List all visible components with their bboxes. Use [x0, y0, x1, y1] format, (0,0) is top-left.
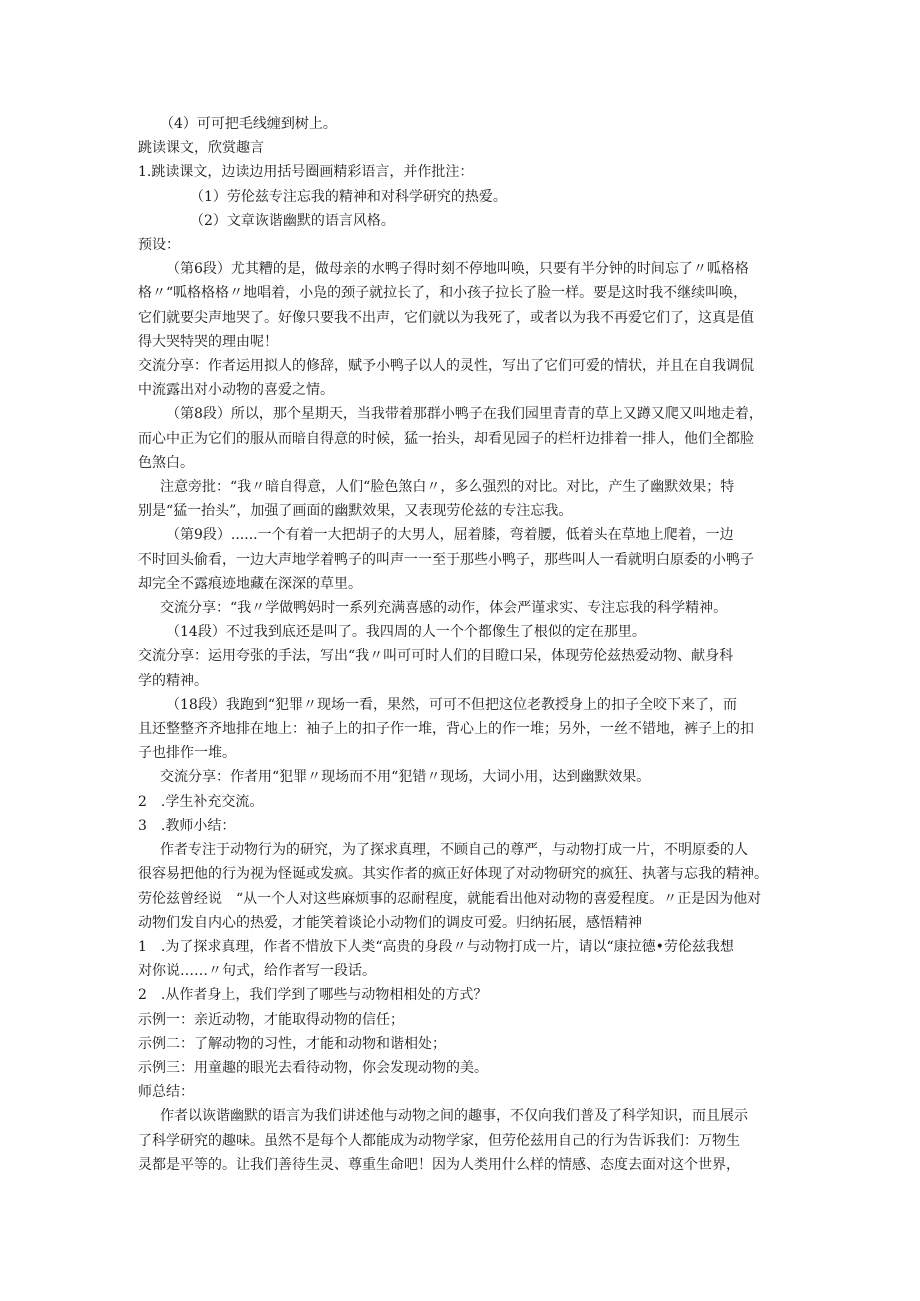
- text-line: 交流分享：作者用“犯罪〃现场而不用“犯错〃现场，大词小用，达到幽默效果。: [160, 769, 651, 786]
- text-line: 它们就要尖声地哭了。好像只要我不出声，它们就以为我死了，或者以为我不再爱它们了，这真是值: [138, 309, 754, 326]
- document-page: [138, 112, 788, 1177]
- text-line: 作者专注于动物行为的研究，为了探求真理，不顾自己的尊严，与动物打成一片，不明原委的人: [160, 842, 748, 859]
- text-line: （18段）我跑到“犯罪〃现场一看，果然，可可不但把这位老教授身上的扣子全咬下来了，而: [166, 696, 737, 713]
- text-line: 却完全不露痕迹地藏在深深的草里。: [138, 575, 362, 592]
- text-line: 别是“猛一抬头”，加强了画面的幽默效果，又表现劳伦兹的专注忘我。: [138, 503, 573, 520]
- text-line: 且还整整齐齐地排在地上：袖子上的扣子作一堆，背心上的作一堆；另外，一丝不错地，裤子上的扣: [138, 721, 754, 738]
- text-line: 学的精神。: [138, 672, 208, 689]
- text-line: （第6段）尤其糟的是，做母亲的水鸭子得时刻不停地叫唤，只要有半分钟的时间忘了〃呱格格: [166, 261, 749, 278]
- text-line: 3 .教师小结：: [138, 817, 236, 834]
- text-line: 了科学研究的趣味。虽然不是每个人都能成为动物学家，但劳伦兹用自己的行为告诉我们：万物生: [138, 1132, 740, 1149]
- text-line: 不时回头偷看，一边大声地学着鸭子的叫声一一至于那些小鸭子，那些叫人一看就明白原委的小鸭子: [138, 551, 754, 568]
- text-line: 交流分享：运用夸张的手法，写出“我〃叫可可时人们的目瞪口呆，体现劳伦兹热爱动物、献身科: [138, 648, 734, 665]
- text-line: 预设：: [138, 237, 180, 254]
- text-line: 1 .为了探求真理，作者不惜放下人类“高贵的身段〃与动物打成一片，请以“康拉德•劳伦兹我想: [138, 938, 734, 955]
- text-line: 2 .从作者身上，我们学到了哪些与动物相相处的方式？: [138, 987, 488, 1004]
- text-line: （第9段）......一个有着一大把胡子的大男人，屈着膝，弯着腰，低着头在草地上爬着，一边: [166, 527, 734, 544]
- text-line: 1.跳读课文，边读边用括号圈画精彩语言，并作批注：: [138, 164, 474, 181]
- text-line: 劳伦兹曾经说 “从一个人对这些麻烦事的忍耐程度，就能看出他对动物的喜爱程度。〃正是因为他对: [138, 890, 762, 907]
- text-line: 灵都是平等的。让我们善待生灵、尊重生命吧！因为人类用什么样的情感、态度去面对这个世界，: [138, 1156, 740, 1173]
- text-line: 子也排作一堆。: [138, 745, 236, 762]
- text-line: 作者以诙谐幽默的语言为我们讲述他与动物之间的趣事，不仅向我们普及了科学知识，而且展示: [160, 1108, 748, 1125]
- text-line: 对你说……〃句式，给作者写一段话。: [138, 963, 376, 980]
- text-line: 跳读课文，欣赏趣言: [138, 140, 264, 157]
- text-line: 示例二：了解动物的习性，才能和动物和谐相处；: [138, 1035, 446, 1052]
- text-line: （1）劳伦兹专注忘我的精神和对科学研究的热爱。: [190, 188, 507, 205]
- text-line: 得大哭特哭的理由呢！: [138, 333, 278, 350]
- text-line: 格〃“呱格格格〃地唱着，小凫的颈子就拉长了，和小孩子拉长了脸一样。要是这时我不继续叫唤，: [138, 285, 748, 302]
- text-line: （4）可可把毛线缠到树上。: [160, 116, 337, 132]
- text-line: 交流分享：“我〃学做鸭妈时一系列充满喜感的动作，体会严谨求实、专注忘我的科学精神。: [160, 600, 728, 617]
- text-line: 很容易把他的行为视为怪诞或发疯。其实作者的疯正好体现了对动物研究的疯狂、执著与忘我的精神。: [138, 866, 768, 883]
- text-line: 注意旁批：“我〃暗自得意，人们“脸色煞白〃，多么强烈的对比。对比，产生了幽默效果；特: [160, 479, 735, 496]
- text-line: （14段）不过我到底还是叫了。我四周的人一个个都像生了根似的定在那里。: [166, 624, 646, 641]
- text-line: （2）文章诙谐幽默的语言风格。: [190, 212, 395, 229]
- text-line: 师总结：: [138, 1084, 194, 1101]
- text-line: 色煞白。: [138, 454, 194, 471]
- text-line: （第8段）所以，那个星期天，当我带着那群小鸭子在我们园里青青的草上又蹲又爬又叫地走着，: [166, 406, 763, 423]
- text-line: 交流分享：作者运用拟人的修辞，赋予小鸭子以人的灵性，写出了它们可爱的情状，并且在自我调侃: [138, 358, 754, 375]
- text-line: 中流露出对小动物的喜爱之情。: [138, 382, 334, 399]
- text-line: 而心中正为它们的服从而暗自得意的时候，猛一抬头，却看见园子的栏杆边排着一排人，他们全都脸: [138, 430, 754, 447]
- text-line: 示例三：用童趣的眼光去看待动物，你会发现动物的美。: [138, 1059, 488, 1076]
- text-line: 2 .学生补充交流。: [138, 793, 264, 810]
- text-line: 动物们发自内心的热爱，才能笑着谈论小动物们的调皮可爱。归纳拓展，感悟精神: [138, 914, 642, 931]
- text-line: 示例一：亲近动物，才能取得动物的信任；: [138, 1011, 404, 1028]
